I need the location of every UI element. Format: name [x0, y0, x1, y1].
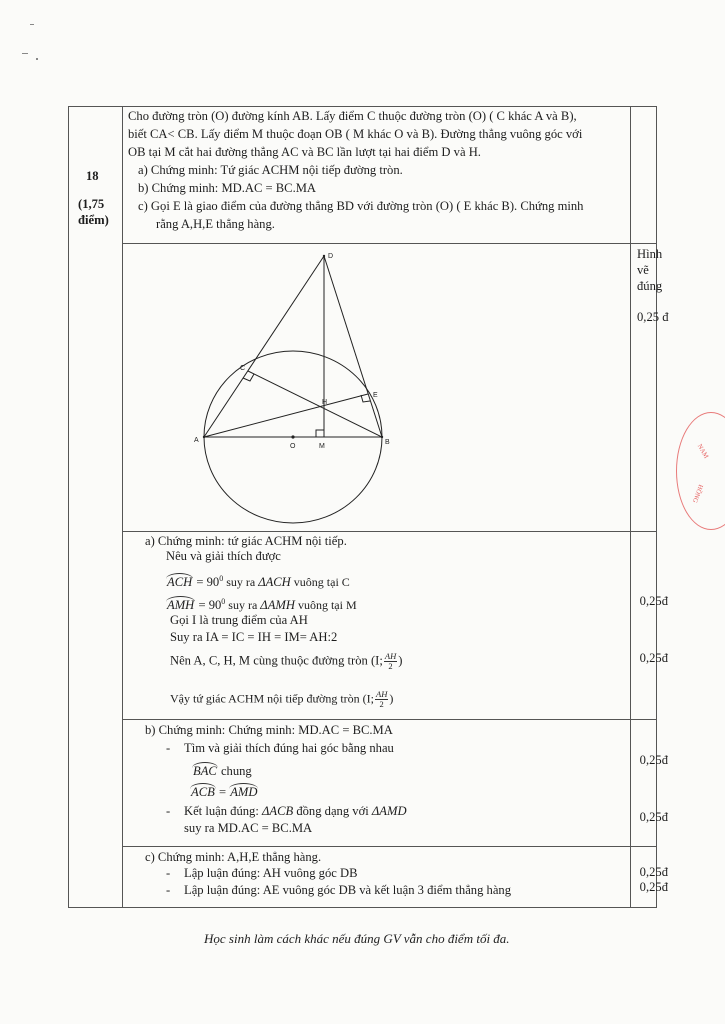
figure-score-label: vẽ	[637, 263, 649, 277]
stamp-text: HỒNG	[690, 483, 704, 504]
part-a-equal: Suy ra IA = IC = IH = IM= AH:2	[170, 630, 338, 644]
angle2-value: = 90	[198, 598, 222, 613]
part-a-cyclic: Nên A, C, H, M cùng thuộc đường tròn (I; $\frac{AH}{2}$ )	[170, 651, 403, 671]
cyclic-text: Nên A, C, H, M cùng thuộc đường tròn (I;	[170, 653, 383, 668]
statement-line: b) Chứng minh: MD.AC = BC.MA	[138, 181, 317, 195]
label-c: C	[240, 365, 246, 372]
angle-acH: ACH	[167, 575, 193, 590]
figure-score: 0,25 đ	[637, 310, 669, 324]
label-b: B	[385, 439, 390, 446]
figure-score-label: Hình	[637, 247, 663, 261]
segment-bc	[248, 371, 382, 437]
fraction-ah-2: $\frac{AH}{2}$	[376, 689, 388, 709]
statement-line: c) Gọi E là giao điểm của đường thẳng BD với đường tròn (O) ( E khác B). Chứng minh	[138, 199, 584, 213]
label-h: H	[322, 399, 328, 406]
statement-line: rằng A,H,E thẳng hàng.	[156, 217, 275, 231]
point-d	[323, 255, 325, 257]
part-c-step2: Lập luận đúng: AE vuông góc DB và kết luận 3 điểm thẳng hàng	[184, 883, 512, 897]
part-b-score: 0,25đ	[639, 753, 668, 767]
angle1-value: = 90	[196, 575, 220, 590]
label-o: O	[290, 443, 296, 450]
figure-score-label: đúng	[637, 279, 663, 293]
problem-number: 18	[86, 169, 99, 183]
angle2-degree: 0	[221, 597, 226, 606]
part-b-angle-eq	[190, 783, 258, 800]
point-b	[381, 436, 383, 438]
part-b-dash: -	[166, 741, 171, 755]
part-c-heading: c) Chứng minh: A,H,E thẳng hàng.	[145, 850, 322, 864]
row-divider	[122, 846, 657, 847]
row-divider	[122, 243, 657, 244]
part-c-dash: -	[166, 866, 171, 880]
triangle-amh: ΔAMH	[260, 598, 295, 613]
part-c-score: 0,25đ	[639, 865, 668, 879]
school-stamp	[676, 412, 725, 530]
part-a-conclusion: Vậy tứ giác ACHM nội tiếp đường tròn (I; $\frac{AH}{2}$ )	[170, 689, 394, 709]
row-divider	[122, 719, 657, 720]
part-b-step2	[184, 803, 407, 819]
angle2-tail: vuông tại M	[294, 598, 357, 613]
part-a-heading: a) Chứng minh: tứ giác ACHM nội tiếp.	[145, 534, 347, 548]
point-o	[291, 435, 294, 438]
footer-note: Học sinh làm cách khác nếu đúng GV vẫn cho điểm tối đa.	[204, 931, 510, 946]
problem-points: điểm)	[78, 213, 109, 227]
point-a	[203, 436, 205, 438]
part-c-dash: -	[166, 883, 171, 897]
label-d: D	[328, 253, 334, 260]
part-b-dash: -	[166, 804, 171, 818]
angle-equal-sign: =	[215, 785, 230, 799]
part-a-intro: Nêu và giải thích được	[166, 549, 281, 563]
geometry-figure	[188, 250, 428, 525]
corner-mark	[30, 24, 34, 25]
fraction-ah-2: $\frac{AH}{2}$	[384, 651, 397, 671]
angle-acb: ACB	[191, 785, 215, 799]
segment-bd	[324, 256, 382, 437]
conclusion-text: Vậy tứ giác ACHM nội tiếp đường tròn (I;	[170, 691, 374, 706]
problem-points: (1,75	[78, 197, 105, 211]
part-a-angle1	[166, 571, 350, 590]
label-a: A	[194, 437, 199, 444]
part-c-step1: Lập luận đúng: AH vuông góc DB	[184, 866, 358, 880]
part-b-step1: Tìm và giải thích đúng hai góc bằng nhau	[184, 741, 394, 755]
statement-line: a) Chứng minh: Tứ giác ACHM nội tiếp đường tròn.	[138, 163, 403, 177]
col-divider-left	[122, 106, 123, 908]
statement-line: Cho đường tròn (O) đường kính AB. Lấy điểm C thuộc đường tròn (O) ( C khác A và B),	[128, 109, 577, 123]
angle-amd: AMD	[230, 785, 258, 799]
angle2-conclusion: suy ra	[225, 598, 261, 613]
part-b-score: 0,25đ	[639, 810, 668, 824]
triangle-ach: ΔACH	[258, 575, 291, 590]
angle-common-tail: chung	[217, 764, 252, 778]
step2-pre: Kết luận đúng:	[184, 804, 262, 818]
label-e: E	[373, 392, 378, 399]
col-divider-right	[630, 106, 631, 908]
part-a-score: 0,25đ	[639, 651, 668, 665]
label-m: M	[319, 443, 325, 450]
part-b-step2-tail: suy ra MD.AC = BC.MA	[184, 821, 313, 835]
corner-mark	[36, 58, 38, 60]
part-a-midpoint: Gọi I là trung điểm của AH	[170, 613, 308, 627]
angle-amh: AMH	[167, 598, 195, 613]
angle-bac: BAC	[193, 764, 217, 778]
right-angle-m	[316, 430, 324, 437]
part-c-score: 0,25đ	[639, 880, 668, 894]
part-b-angle-common	[192, 762, 252, 779]
row-divider	[122, 531, 657, 532]
part-a-angle2	[166, 594, 357, 613]
angle1-conclusion: suy ra	[223, 575, 259, 590]
part-a-score: 0,25đ	[639, 594, 668, 608]
triangle-acb: ΔACB	[262, 804, 294, 818]
stamp-text: NAM	[695, 443, 710, 460]
statement-line: OB tại M cắt hai đường thẳng AC và BC lần lượt tại hai điểm D và H.	[128, 145, 481, 159]
part-b-heading: b) Chứng minh: Chứng minh: MD.AC = BC.MA	[145, 723, 393, 737]
angle1-tail: vuông tại C	[290, 575, 350, 590]
step2-mid: đồng dạng với	[293, 804, 372, 818]
triangle-amd: ΔAMD	[371, 804, 407, 818]
statement-line: biết CA< CB. Lấy điểm M thuộc đoạn OB ( M khác O và B). Đường thẳng vuông góc với	[128, 127, 583, 141]
corner-mark	[22, 53, 28, 54]
angle1-degree: 0	[219, 574, 224, 583]
